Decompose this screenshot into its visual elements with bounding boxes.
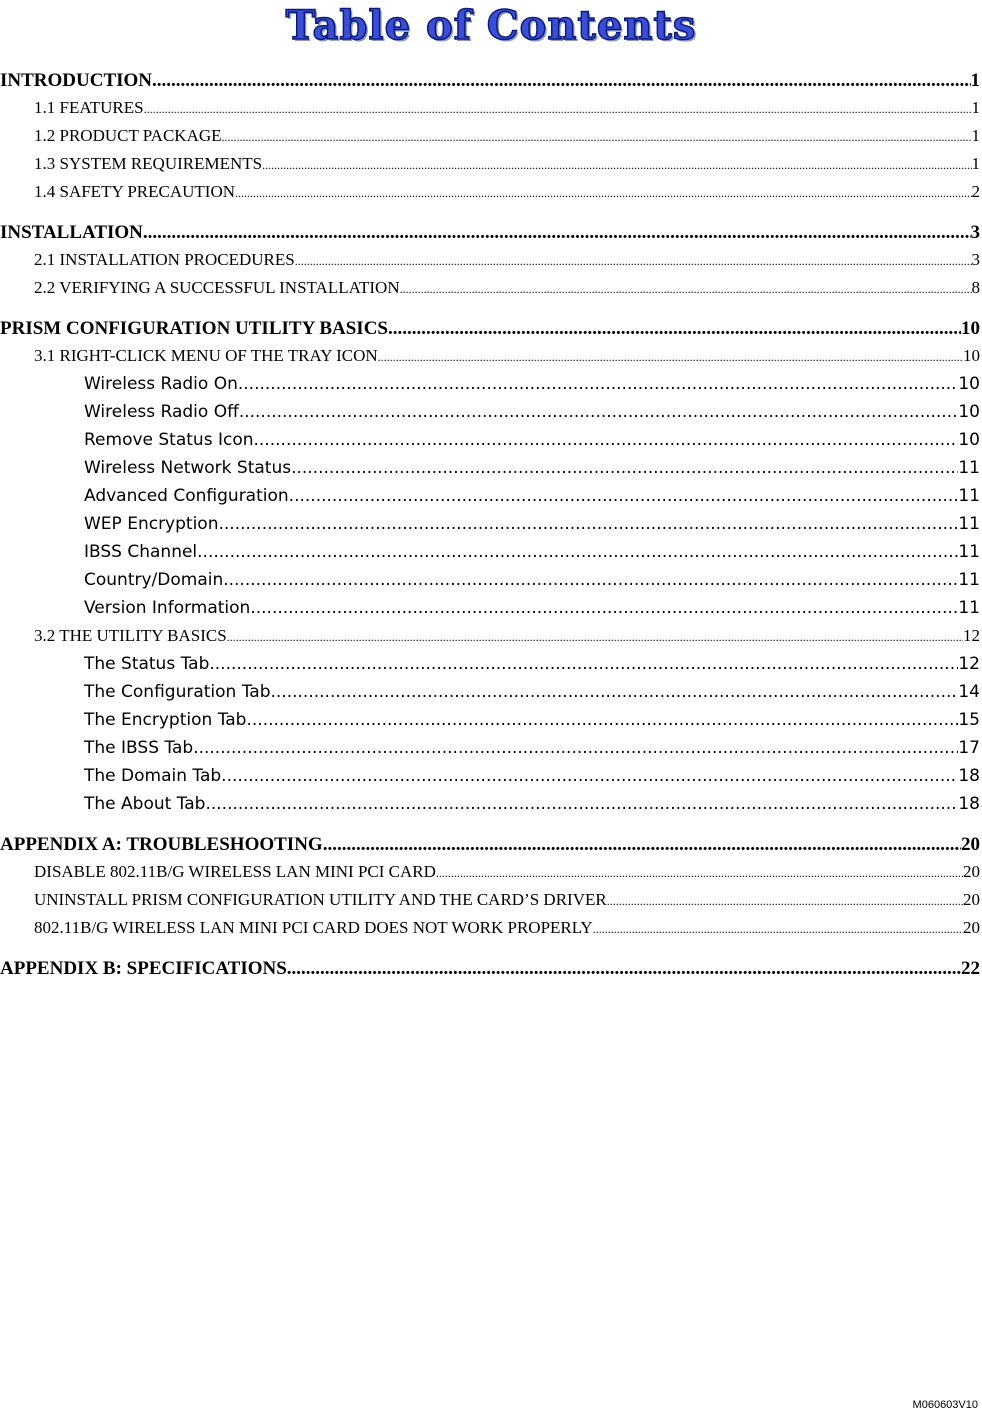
dot-leader <box>227 630 963 645</box>
toc-entry-label: PRISM CONFIGURATION UTILITY BASICS <box>0 318 388 339</box>
toc-entry-advanced-configuration[interactable] <box>0 486 980 514</box>
toc-entry-page: 17 <box>958 738 980 758</box>
toc-entry-label: INTRODUCTION <box>0 70 153 91</box>
toc-entry-appendix-a[interactable] <box>0 834 980 862</box>
toc-entry-right-click-menu[interactable] <box>0 346 980 374</box>
toc-entry-card-not-working[interactable] <box>0 918 980 946</box>
toc-entry-uninstall-utility[interactable] <box>0 890 980 918</box>
dot-leader <box>239 402 959 422</box>
toc-entry-label: APPENDIX A: TROUBLESHOOTING <box>0 834 323 855</box>
toc-entry-wireless-radio-off[interactable] <box>0 402 980 430</box>
toc-entry-label: The About Tab <box>84 794 206 814</box>
toc-entry-disable-card[interactable] <box>0 862 980 890</box>
toc-entry-page: 12 <box>963 626 980 645</box>
dot-leader <box>388 318 961 340</box>
toc-entry-page: 15 <box>958 710 980 730</box>
toc-entry-about-tab[interactable] <box>0 794 980 822</box>
toc-entry-label: 3.2 THE UTILITY BASICS <box>34 626 227 645</box>
dot-leader <box>291 458 958 478</box>
dot-leader <box>222 130 972 145</box>
toc-entry-page: 20 <box>961 834 980 855</box>
dot-leader <box>205 794 958 814</box>
dot-leader <box>143 222 971 244</box>
toc-entry-label: The Encryption Tab <box>84 710 247 730</box>
toc-entry-label: 1.2 PRODUCT PACKAGE <box>34 126 222 145</box>
dot-leader <box>235 186 971 201</box>
toc-entry-page: 3 <box>971 250 980 269</box>
toc-entry-domain-tab[interactable] <box>0 766 980 794</box>
dot-leader <box>144 102 972 117</box>
dot-leader <box>400 282 972 297</box>
dot-leader <box>238 374 958 394</box>
toc-entry-label: 1.3 SYSTEM REQUIREMENTS <box>34 154 263 173</box>
toc-entry-page: 20 <box>963 918 980 937</box>
toc-entry-introduction[interactable] <box>0 70 980 98</box>
toc-entry-page: 18 <box>958 766 980 786</box>
toc-entry-page: 8 <box>971 278 980 297</box>
dot-leader <box>287 958 961 980</box>
toc-entry-label: 802.11B/G WIRELESS LAN MINI PCI CARD DOES NOT WORK PROPERLY <box>34 918 593 937</box>
toc-entry-label: The Configuration Tab <box>84 682 271 702</box>
dot-leader <box>607 894 963 909</box>
dot-leader <box>378 350 963 365</box>
toc-entry-page: 14 <box>958 682 980 702</box>
toc-entry-wireless-network-status[interactable] <box>0 458 980 486</box>
toc-entry-remove-status-icon[interactable] <box>0 430 980 458</box>
toc-entry-label: APPENDIX B: SPECIFICATIONS <box>0 958 287 979</box>
toc-entry-appendix-b[interactable] <box>0 958 980 986</box>
toc-entry-wep-encryption[interactable] <box>0 514 980 542</box>
dot-leader <box>254 430 959 450</box>
dot-leader <box>295 254 972 269</box>
toc-entry-page: 10 <box>958 430 980 450</box>
toc-entry-label: IBSS Channel <box>84 542 198 562</box>
toc-entry-label: The Status Tab <box>84 654 210 674</box>
toc-entry-installation[interactable] <box>0 222 980 250</box>
page-title: Table of Contents <box>285 2 697 49</box>
toc-entry-label: WEP Encryption <box>84 514 219 534</box>
toc-entry-page: 18 <box>958 794 980 814</box>
toc-entry-utility-basics[interactable] <box>0 626 980 654</box>
toc-entry-label: DISABLE 802.11B/G WIRELESS LAN MINI PCI CARD <box>34 862 436 881</box>
dot-leader <box>221 766 958 786</box>
toc-entry-label: UNINSTALL PRISM CONFIGURATION UTILITY AND THE CARD’S DRIVER <box>34 890 607 909</box>
toc-entry-page: 3 <box>970 222 980 243</box>
dot-leader <box>289 486 959 506</box>
toc-entry-page: 10 <box>961 318 980 339</box>
toc-entry-page: 1 <box>971 154 980 173</box>
toc-entry-label: Wireless Network Status <box>84 458 292 478</box>
toc-entry-page: 1 <box>971 126 980 145</box>
dot-leader <box>193 738 958 758</box>
toc-entry-prism-basics[interactable] <box>0 318 980 346</box>
toc-entry-label: Advanced Configuration <box>84 486 289 506</box>
toc-entry-label: Wireless Radio On <box>84 374 238 394</box>
toc-entry-label: 2.2 VERIFYING A SUCCESSFUL INSTALLATION <box>34 278 400 297</box>
toc-entry-page: 11 <box>958 514 980 534</box>
toc-entry-label: INSTALLATION <box>0 222 143 243</box>
dot-leader <box>593 922 963 937</box>
toc-entry-page: 11 <box>958 570 980 590</box>
dot-leader <box>262 158 971 173</box>
dot-leader <box>436 866 963 881</box>
toc-entry-label: 1.1 FEATURES <box>34 98 144 117</box>
toc-entry-page: 22 <box>961 958 980 979</box>
toc-entry-page: 11 <box>958 598 980 618</box>
toc-entry-page: 10 <box>958 402 980 422</box>
toc-entry-page: 11 <box>958 458 980 478</box>
toc-entry-country-domain[interactable] <box>0 570 980 598</box>
dot-leader <box>250 598 958 618</box>
toc-entry-version-information[interactable] <box>0 598 980 626</box>
toc-entry-label: Version Information <box>84 598 251 618</box>
toc-entry-encryption-tab[interactable] <box>0 710 980 738</box>
dot-leader <box>152 70 970 92</box>
dot-leader <box>223 570 958 590</box>
toc-entry-page: 1 <box>970 70 980 91</box>
dot-leader <box>246 710 958 730</box>
toc-entry-page: 20 <box>963 862 980 881</box>
toc-entry-verifying-installation[interactable] <box>0 278 980 306</box>
dot-leader <box>218 514 958 534</box>
toc-entry-features[interactable] <box>0 98 980 126</box>
toc-entry-page: 10 <box>963 346 980 365</box>
toc-entry-label: Remove Status Icon <box>84 430 254 450</box>
toc-entry-safety-precaution[interactable] <box>0 182 980 210</box>
toc-entry-label: 3.1 RIGHT-CLICK MENU OF THE TRAY ICON <box>34 346 378 365</box>
toc-entry-page: 2 <box>971 182 980 201</box>
toc-entry-ibss-channel[interactable] <box>0 542 980 570</box>
toc-entry-ibss-tab[interactable] <box>0 738 980 766</box>
toc-entry-page: 11 <box>958 486 980 506</box>
toc-entry-label: Country/Domain <box>84 570 224 590</box>
dot-leader <box>197 542 958 562</box>
toc-entry-configuration-tab[interactable] <box>0 682 980 710</box>
toc-entry-label: 2.1 INSTALLATION PROCEDURES <box>34 250 295 269</box>
table-of-contents <box>0 70 980 986</box>
toc-entry-product-package[interactable] <box>0 126 980 154</box>
toc-entry-wireless-radio-on[interactable] <box>0 374 980 402</box>
dot-leader <box>209 654 958 674</box>
toc-entry-label: The Domain Tab <box>84 766 222 786</box>
toc-entry-label: Wireless Radio Off <box>84 402 239 422</box>
dot-leader <box>323 834 961 856</box>
toc-entry-page: 10 <box>958 374 980 394</box>
toc-entry-page: 12 <box>958 654 980 674</box>
toc-entry-page: 1 <box>971 98 980 117</box>
toc-entry-page: 11 <box>958 542 980 562</box>
document-code: M060603V10 <box>912 1399 978 1411</box>
toc-entry-label: 1.4 SAFETY PRECAUTION <box>34 182 236 201</box>
toc-entry-system-requirements[interactable] <box>0 154 980 182</box>
toc-entry-status-tab[interactable] <box>0 654 980 682</box>
toc-entry-page: 20 <box>963 890 980 909</box>
toc-entry-installation-procedures[interactable] <box>0 250 980 278</box>
toc-entry-label: The IBSS Tab <box>84 738 194 758</box>
dot-leader <box>271 682 959 702</box>
